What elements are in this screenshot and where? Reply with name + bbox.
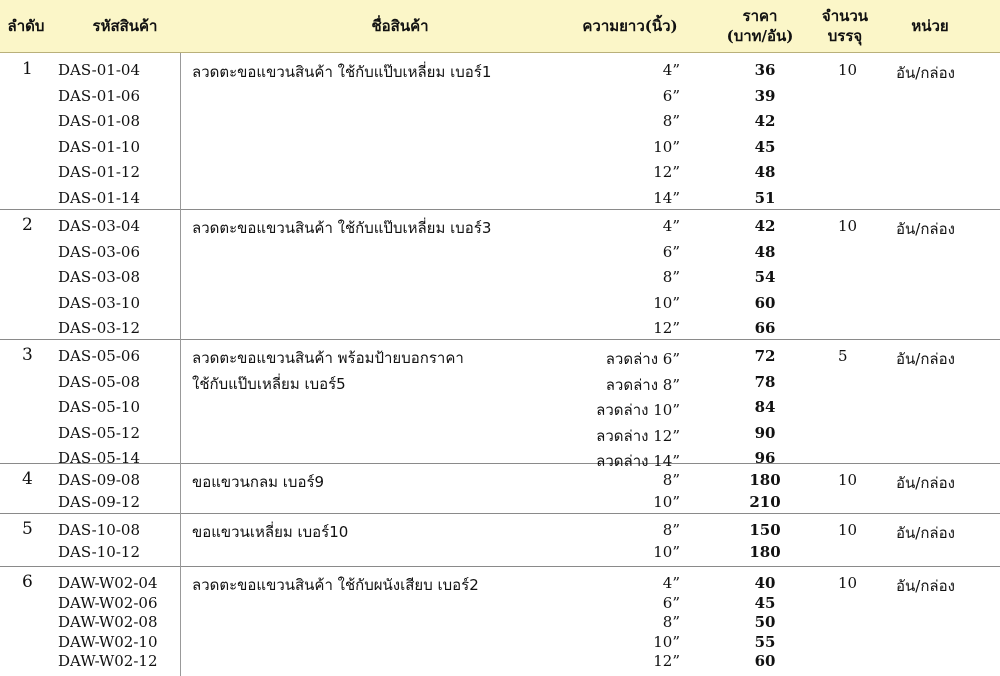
price-value: 36 (754, 61, 776, 79)
price-value: 72 (754, 347, 776, 365)
price-value: 60 (754, 652, 776, 670)
price-value: 45 (754, 137, 776, 156)
length-value: 8” (662, 613, 680, 631)
length-value: ลวดล่าง 12” (596, 426, 680, 445)
price-value: 54 (754, 268, 776, 287)
price-value: 48 (754, 242, 776, 261)
product-code: DAS-03-12 (58, 319, 140, 338)
length-value: 6” (662, 593, 680, 612)
column-divider (180, 566, 181, 676)
pack-quantity: 10 (838, 471, 858, 489)
price-value: 50 (754, 613, 776, 631)
product-code: DAS-01-08 (58, 112, 140, 131)
length-value: 8” (662, 521, 680, 539)
length-value: 4” (662, 217, 680, 235)
unit-label: อัน/กล่อง (896, 474, 955, 492)
product-code: DAW-W02-10 (58, 632, 158, 651)
column-divider (180, 463, 181, 513)
unit-label: อัน/กล่อง (896, 220, 955, 238)
price-value: 60 (754, 293, 776, 312)
price-value: 39 (754, 86, 776, 105)
length-value: 4” (662, 61, 680, 79)
header-name: ชื่อสินค้า (371, 17, 429, 35)
unit-label: อัน/กล่อง (896, 64, 955, 82)
price-value: 48 (754, 163, 776, 182)
length-value: 8” (662, 471, 680, 489)
price-value: 180 (749, 471, 781, 489)
unit-label: อัน/กล่อง (896, 350, 955, 368)
product-group (0, 513, 1000, 567)
pack-quantity: 10 (838, 217, 858, 235)
product-code: DAS-03-06 (58, 242, 140, 261)
product-code: DAS-01-12 (58, 163, 140, 182)
product-code: DAW-W02-04 (58, 574, 158, 592)
pack-quantity: 10 (838, 521, 858, 539)
product-code: DAS-05-08 (58, 372, 140, 391)
pack-quantity: 5 (838, 347, 848, 365)
length-value: 12” (653, 319, 680, 338)
length-value: 12” (653, 652, 680, 670)
product-code: DAW-W02-06 (58, 593, 158, 612)
header-price: ราคา (บาท/อัน) (726, 7, 794, 45)
price-value: 210 (749, 493, 781, 511)
product-name: ลวดตะขอแขวนสินค้า พร้อมป้ายบอกราคา ใช้กับแป๊บเหลี่ยม เบอร์5 (192, 349, 464, 393)
group-number: 2 (22, 215, 33, 235)
product-code: DAS-09-12 (58, 493, 140, 511)
price-value: 78 (754, 372, 776, 391)
unit-label: อัน/กล่อง (896, 577, 955, 595)
length-value: 14” (653, 189, 680, 207)
length-value: ลวดล่าง 14” (596, 452, 680, 471)
price-value: 96 (754, 449, 776, 468)
product-group (0, 339, 1000, 471)
length-value: 10” (653, 493, 680, 511)
unit-label: อัน/กล่อง (896, 524, 955, 542)
header-unit: หน่วย (911, 17, 949, 35)
product-group (0, 566, 1000, 676)
product-group (0, 209, 1000, 340)
group-number: 4 (22, 469, 33, 489)
column-divider (180, 209, 181, 339)
length-value: 10” (653, 543, 680, 561)
length-value: 10” (653, 293, 680, 312)
price-value: 42 (754, 217, 776, 235)
price-value: 55 (754, 632, 776, 651)
group-number: 1 (22, 59, 33, 79)
price-value: 51 (754, 189, 776, 207)
header-code: รหัสสินค้า (92, 17, 158, 35)
length-value: 12” (653, 163, 680, 182)
product-code: DAS-03-10 (58, 293, 140, 312)
product-code: DAS-05-12 (58, 423, 140, 442)
product-group (0, 463, 1000, 514)
product-name: ขอแขวนกลม เบอร์9 (192, 473, 325, 491)
header-length: ความยาว(นิ้ว) (582, 17, 678, 35)
length-value: 10” (653, 632, 680, 651)
header-qty: จำนวน บรรจุ (821, 7, 869, 45)
product-name: ลวดตะขอแขวนสินค้า ใช้กับแป๊บเหลี่ยม เบอร์1 (192, 63, 492, 81)
length-value: ลวดล่าง 8” (605, 375, 680, 394)
product-code: DAS-01-10 (58, 137, 140, 156)
pack-quantity: 10 (838, 61, 858, 79)
group-number: 5 (22, 519, 33, 539)
price-value: 150 (749, 521, 781, 539)
product-code: DAW-W02-12 (58, 652, 158, 670)
product-code: DAS-10-08 (58, 521, 140, 539)
length-value: 6” (662, 86, 680, 105)
product-code: DAS-05-14 (58, 449, 140, 468)
price-value: 90 (754, 423, 776, 442)
product-code: DAW-W02-08 (58, 613, 158, 631)
product-code: DAS-01-04 (58, 61, 140, 79)
product-code: DAS-03-08 (58, 268, 140, 287)
price-value: 45 (754, 593, 776, 612)
table-header (0, 0, 1000, 53)
product-code: DAS-01-06 (58, 86, 140, 105)
price-value: 40 (754, 574, 776, 592)
product-name: ขอแขวนเหลี่ยม เบอร์10 (192, 523, 349, 541)
header-no: ลำดับ (7, 17, 45, 35)
column-divider (180, 513, 181, 566)
length-value: 6” (662, 242, 680, 261)
price-value: 66 (754, 319, 776, 338)
product-group (0, 53, 1000, 210)
product-code: DAS-01-14 (58, 189, 140, 207)
column-divider (180, 339, 181, 463)
length-value: ลวดล่าง 6” (605, 350, 680, 368)
product-code: DAS-10-12 (58, 543, 140, 561)
product-code: DAS-05-06 (58, 347, 140, 365)
length-value: 4” (662, 574, 680, 592)
product-code: DAS-05-10 (58, 398, 140, 417)
price-value: 180 (749, 543, 781, 561)
product-code: DAS-03-04 (58, 217, 140, 235)
length-value: 8” (662, 268, 680, 287)
group-number: 3 (22, 345, 33, 365)
pack-quantity: 10 (838, 574, 858, 592)
price-value: 42 (754, 112, 776, 131)
length-value: 10” (653, 137, 680, 156)
product-name: ลวดตะขอแขวนสินค้า ใช้กับผนังเสียบ เบอร์2 (192, 576, 479, 594)
group-number: 6 (22, 572, 33, 592)
product-name: ลวดตะขอแขวนสินค้า ใช้กับแป๊บเหลี่ยม เบอร์3 (192, 219, 492, 237)
length-value: 8” (662, 112, 680, 131)
product-code: DAS-09-08 (58, 471, 140, 489)
column-divider (180, 53, 181, 209)
length-value: ลวดล่าง 10” (596, 401, 680, 420)
price-value: 84 (754, 398, 776, 417)
